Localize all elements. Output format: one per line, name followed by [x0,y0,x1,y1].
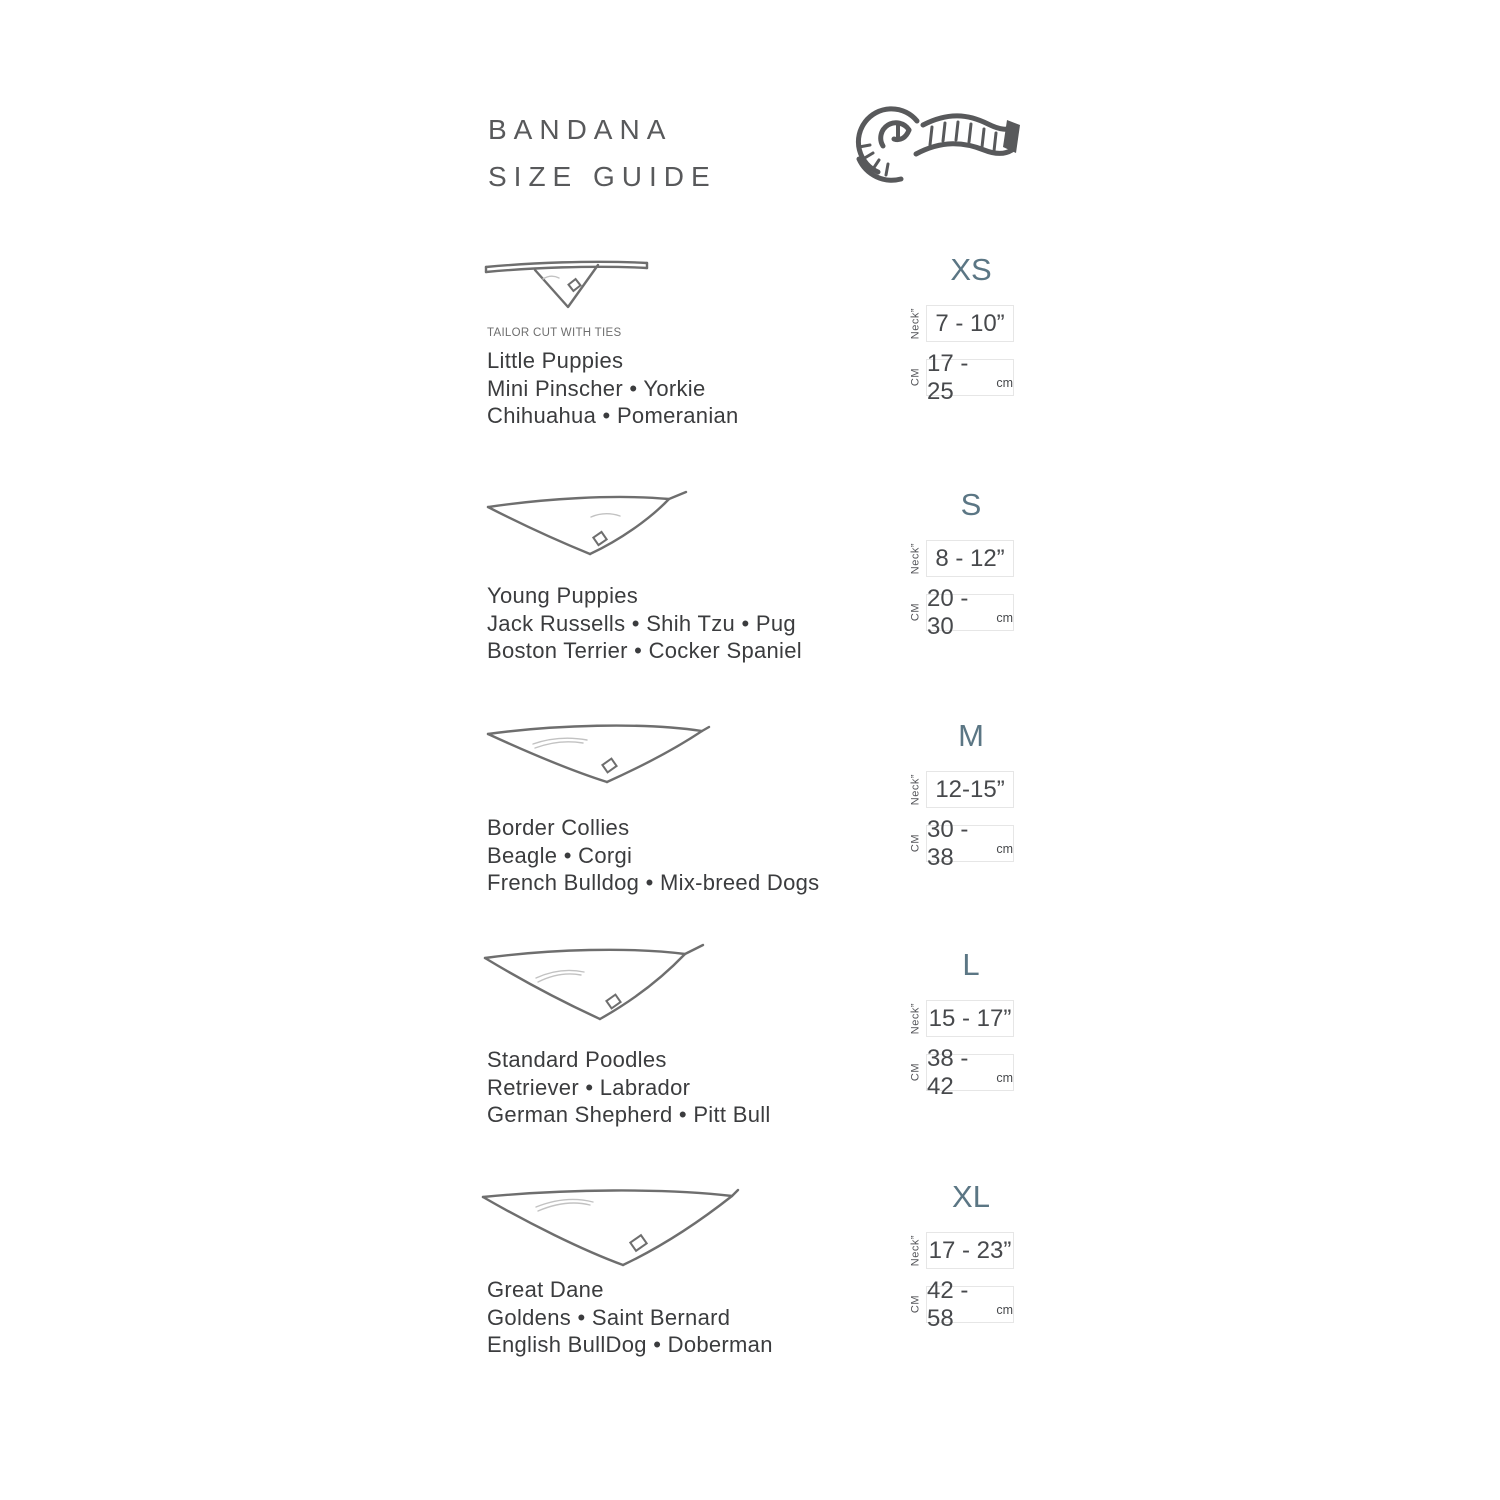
cm-axis-label: CM [909,1295,922,1314]
s-cm-row [905,584,1014,640]
m-breed-line: Beagle • Corgi [487,842,633,868]
m-neck-value-box: 12-15” [926,771,1014,808]
title-line-1: BANDANA [488,114,673,145]
xl-neck-row [905,1232,1014,1269]
xs-cm-row [905,349,1014,405]
bandana-m-illustration [483,720,711,786]
measuring-tape-icon [840,96,1020,201]
l-breed-line: Standard Poodles [487,1047,667,1072]
neck-axis-label: Neck” [909,773,922,806]
cm-axis-label: CM [909,834,922,853]
bandana-l-illustration [481,942,709,1026]
size-label-xl: XL [952,1179,990,1214]
m-breed-line: French Bulldog • Mix-breed Dogs [487,870,820,895]
l-cm-row [905,1044,1014,1100]
title-line-2: SIZE GUIDE [488,161,717,192]
m-description [487,814,819,897]
s-breed-line: Boston Terrier • Cocker Spaniel [487,638,802,663]
size-label-m: M [958,718,984,753]
bandana-xs-illustration [483,258,651,314]
s-neck-row [905,540,1014,577]
s-cm-value-box: 20 - 30 cm [927,584,1013,640]
xs-breed-line: Mini Pinscher • Yorkie [487,375,706,401]
xl-cm-value-box: 42 - 58 cm [927,1276,1013,1332]
xl-cm-row [905,1276,1014,1332]
neck-axis-label: Neck” [909,542,922,575]
size-label-s: S [960,487,982,522]
l-description [487,1046,771,1129]
xl-breed-line: Great Dane [487,1277,604,1302]
m-neck-row [905,771,1014,808]
m-breed-line: Border Collies [487,815,630,840]
xs-breed-line: Little Puppies [487,348,624,373]
xl-breed-line: English BullDog • Doberman [487,1332,773,1357]
size-label-l: L [962,947,980,982]
cm-axis-label: CM [909,603,922,622]
xl-description [487,1276,773,1359]
bandana-s-illustration [483,490,690,568]
xs-description [487,327,739,430]
xl-breed-line: Goldens • Saint Bernard [487,1304,731,1330]
s-breed-line: Young Puppies [487,583,639,608]
bandana-xl-illustration [480,1186,740,1271]
xs-neck-row [905,305,1014,342]
neck-axis-label: Neck” [909,1002,922,1035]
cm-axis-label: CM [909,1063,922,1082]
neck-axis-label: Neck” [909,307,922,340]
xs-note: TAILOR CUT WITH TIES [487,327,622,339]
xl-neck-value-box: 17 - 23” [926,1232,1014,1269]
s-neck-value-box: 8 - 12” [926,540,1014,577]
neck-axis-label: Neck” [909,1234,922,1267]
xs-neck-value-box: 7 - 10” [926,305,1014,342]
s-breed-line: Jack Russells • Shih Tzu • Pug [487,610,796,636]
s-description [487,582,802,665]
l-breed-line: German Shepherd • Pitt Bull [487,1102,771,1127]
l-neck-row [905,1000,1014,1037]
l-cm-value-box: 38 - 42 cm [927,1044,1013,1100]
xs-breed-line: Chihuahua • Pomeranian [487,403,739,428]
xs-cm-value-box: 17 - 25 cm [927,349,1013,405]
page-title [488,106,717,200]
l-neck-value-box: 15 - 17” [926,1000,1014,1037]
m-cm-value-box: 30 - 38 cm [927,815,1013,871]
cm-axis-label: CM [909,368,922,387]
m-cm-row [905,815,1014,871]
size-label-xs: XS [950,252,992,287]
l-breed-line: Retriever • Labrador [487,1074,691,1100]
